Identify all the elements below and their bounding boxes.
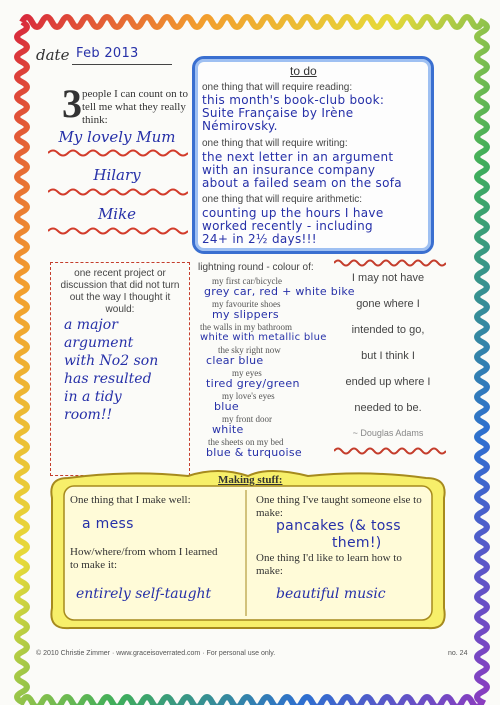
quote-line: I may not have (351, 272, 425, 284)
make-well-label: One thing that I make well: (70, 494, 191, 506)
project-answer-line: argument (64, 335, 134, 351)
quote-block (338, 272, 438, 454)
quote-wavy-bottom (334, 446, 446, 456)
lightning-answer-3: white with metallic blue (200, 332, 327, 343)
arith-answer-3: 24+ in 2½ days!!! (202, 232, 317, 246)
making-title: Making stuff: (218, 474, 283, 486)
lightning-label-3: the walls in my bathroom (200, 322, 292, 332)
person-name-2: Hilary (93, 166, 141, 184)
arith-answer-1: counting up the hours I have (202, 206, 384, 220)
reading-answer-1: this month's book-club book: (202, 93, 385, 107)
learned-label: How/where/from whom I learned to make it: (70, 546, 218, 571)
wavy-divider-3 (48, 226, 188, 236)
wavy-divider-1 (48, 148, 188, 158)
lightning-label-8: the sheets on my bed (208, 437, 284, 447)
arith-answer-2: worked recently - including (202, 219, 373, 233)
project-answer-line: a major (64, 317, 118, 333)
person-name-3: Mike (97, 205, 137, 223)
reading-label: one thing that will require reading: (202, 82, 353, 93)
reading-answer-3: Némirovsky. (202, 119, 278, 133)
taught-answer-1: pancakes (& toss (276, 518, 401, 534)
page-number: no. 24 (448, 650, 468, 657)
writing-answer-1: the next letter in an argument (202, 150, 394, 164)
quote-author: ~ Douglas Adams (352, 428, 424, 438)
date-label: date (36, 46, 70, 64)
quote-line: ended up where I (345, 376, 431, 388)
todo-title: to do (290, 64, 317, 78)
wavy-divider-2 (48, 187, 188, 197)
people-prompt: people I can count on to tell me what they really think: (82, 88, 188, 126)
arith-label: one thing that will require arithmetic: (202, 194, 363, 205)
quote-wavy-top (334, 258, 446, 268)
lightning-answer-6: blue (214, 400, 239, 413)
lightning-answer-5: tired grey/green (206, 377, 300, 390)
make-well-answer: a mess (82, 516, 134, 532)
project-answer-line: room!! (64, 407, 113, 423)
project-answer-line: in a tidy (64, 389, 122, 405)
taught-answer-2: them!) (332, 535, 382, 551)
reading-answer-2: Suite Française by Irène (202, 106, 354, 120)
quote-line: but I think I (361, 350, 415, 362)
quote-line: needed to be. (354, 402, 422, 414)
copyright-footer: © 2010 Christie Zimmer · www.graceisoverrated.com · For personal use only. (36, 650, 276, 657)
project-answer-line: has resulted (64, 371, 152, 387)
quote-line: gone where I (356, 298, 420, 310)
lightning-answer-4: clear blue (206, 354, 264, 367)
project-prompt: one recent project or discussion that did not turn out the way I thought it would: (60, 268, 180, 315)
date-underline (72, 64, 172, 65)
project-answer-line: with No2 son (64, 353, 159, 369)
lightning-answer-2: my slippers (212, 308, 279, 321)
lightning-label-7: my front door (222, 414, 272, 424)
date-value: Feb 2013 (76, 46, 139, 61)
lightning-answer-7: white (212, 423, 244, 436)
people-count: 3 (62, 81, 82, 126)
lightning-label-4: the sky right now (218, 345, 281, 355)
writing-answer-3: about a failed seam on the sofa (202, 176, 402, 190)
like-label: One thing I'd like to learn how to make: (256, 552, 402, 577)
project-answer (64, 316, 182, 424)
writing-label: one thing that will require writing: (202, 138, 348, 149)
taught-label: One thing I've taught someone else to make: (256, 494, 422, 519)
lightning-label-6: my love's eyes (222, 391, 275, 401)
learned-answer: entirely self-taught (76, 586, 212, 602)
writing-answer-2: with an insurance company (202, 163, 376, 177)
lightning-answer-1: grey car, red + white bike (204, 285, 355, 298)
lightning-label-2: my favourite shoes (212, 299, 281, 309)
lightning-answer-8: blue & turquoise (206, 446, 303, 459)
lightning-heading: lightning round - colour of: (198, 262, 314, 273)
lightning-label-5: my eyes (232, 368, 262, 378)
lightning-label-1: my first car/bicycle (212, 276, 282, 286)
person-name-1: My lovely Mum (58, 128, 176, 146)
like-answer: beautiful music (276, 586, 386, 602)
quote-line: intended to go, (351, 324, 425, 336)
